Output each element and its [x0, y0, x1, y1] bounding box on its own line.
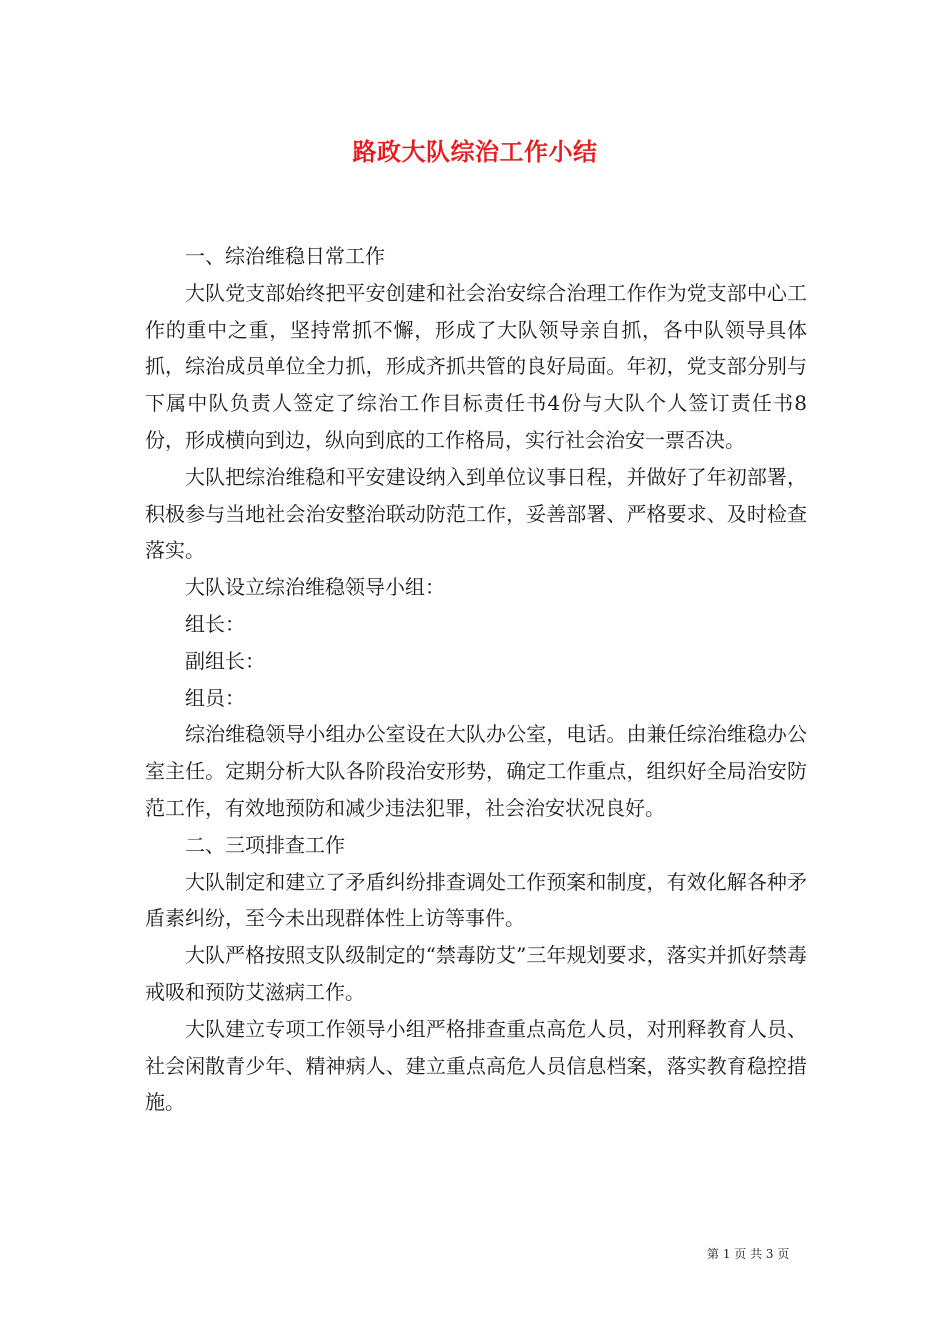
document-body	[145, 238, 807, 1121]
leader-line: 组长：	[185, 611, 245, 636]
paragraph: 大队把综治维稳和平安建设纳入到单位议事日程，并做好了年初部署，积极参与当地社会治安整治联动防范工作，妥善部署、严格要求、及时检查落实。	[145, 464, 807, 563]
paragraph: 大队建立专项工作领导小组严格排查重点高危人员，对刑释教育人员、社会闲散青少年、精神病人、建立重点高危人员信息档案，落实教育稳控措施。	[145, 1016, 807, 1115]
paragraph: 大队严格按照支队级制定的“禁毒防艾”三年规划要求，落实并抓好禁毒戒吸和预防艾滋病工作。	[145, 943, 807, 1004]
paragraph: 大队制定和建立了矛盾纠纷排查调处工作预案和制度，有效化解各种矛盾素纠纷，至今未出现群体性上访等事件。	[145, 869, 807, 931]
document-title: 路政大队综治工作小结	[352, 137, 598, 166]
page-number: 第 1 页 共 3 页	[707, 1247, 790, 1261]
paragraph: 大队设立综治维稳领导小组：	[185, 575, 445, 600]
section-heading-2: 二、三项排查工作	[185, 832, 345, 857]
section-heading-1: 一、综治维稳日常工作	[185, 244, 385, 268]
paragraph: 大队党支部始终把平安创建和社会治安综合治理工作作为党支部中心工作的重中之重，坚持常抓不懈，形成了大队领导亲自抓，各中队领导具体抓，综治成员单位全力抓，形成齐抓共管的良好局面。年初，党支部分别与下属中队负责人签定了综治工作目标责任书4份与大队个人签订责任书8份，形成横向到边，纵向到底的工作格局，实行社会治安一票否决。	[145, 280, 807, 452]
members-line: 组员：	[185, 685, 245, 710]
paragraph: 综治维稳领导小组办公室设在大队办公室，电话。由兼任综治维稳办公室主任。定期分析大队各阶段治安形势，确定工作重点，组织好全局治安防范工作，有效地预防和减少违法犯罪，社会治安状况良好。	[145, 722, 807, 820]
deputy-leader-line: 副组长：	[185, 648, 265, 673]
